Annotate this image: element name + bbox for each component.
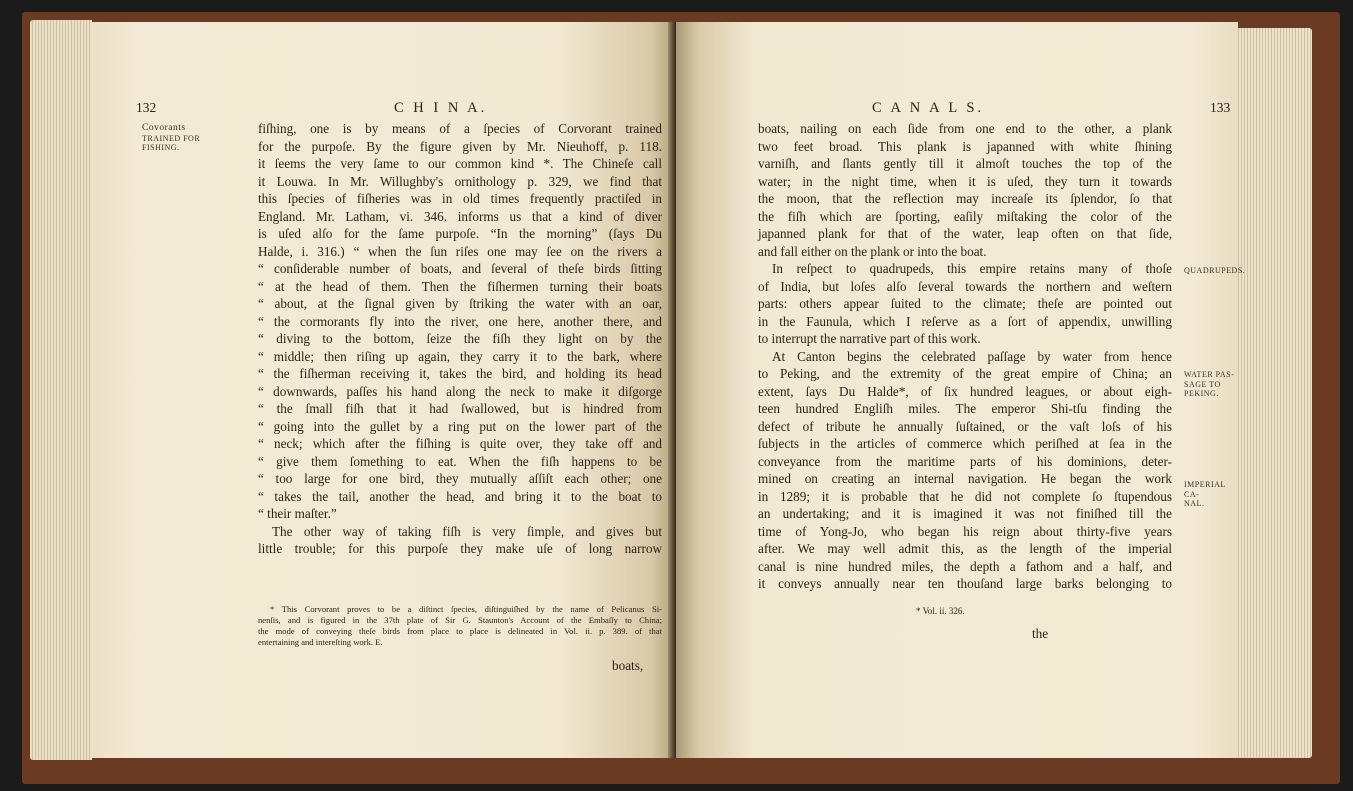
left-page-number: 132 bbox=[136, 100, 157, 115]
text-line: “ about, at the ſignal given by ſtriking the water with an oar, bbox=[258, 296, 662, 311]
text-line: little trouble; for this purpoſe they make uſe of long narrow bbox=[258, 541, 662, 556]
text-line: defect of tribute he annually ſuſtained, or the vaſt loſs of his bbox=[758, 418, 1172, 434]
left-footnote bbox=[258, 604, 662, 648]
right-footnote: * Vol. ii. 326. bbox=[916, 606, 965, 616]
text-line: it Louwa. In Mr. Willughby's ornithology p. 329, we find that bbox=[258, 173, 662, 189]
sidenote-cormorants: Covorants TRAINED FOR FISHING. bbox=[142, 123, 201, 152]
text-line: The other way of taking fiſh is very ſimple, and gives but bbox=[272, 523, 662, 539]
text-line: “ neck; which after the fiſhing is quite over, they take off and bbox=[258, 436, 662, 451]
text-line: “ give them ſomething to eat. When the fiſh happens to be bbox=[258, 453, 662, 469]
footnote-line: * This Corvorant proves to be a diſtinct ſpecies, diſtinguiſhed by the name of Pelicanus Si- bbox=[270, 604, 662, 614]
text-line: water; in the night time, when it is uſed, they turn it towards bbox=[758, 173, 1172, 189]
text-line: for the purpoſe. By the figure given by Mr. Nieuhoff, p. 118. bbox=[258, 138, 662, 154]
left-page-edges bbox=[30, 20, 92, 760]
text-line: parts: others appear ſuited to the climate; theſe are pointed out bbox=[758, 296, 1172, 311]
text-line: conveyance from the maritime parts of his dominions, deter- bbox=[758, 453, 1172, 469]
sidenote-water-passage: WATER PAS- SAGE TO PEKING. bbox=[1184, 370, 1235, 398]
text-line: is uſed alſo for the ſame purpoſe. “In the morning” (ſays Du bbox=[258, 226, 662, 241]
right-page bbox=[676, 22, 1246, 758]
footnote-line: entertaining and intereſting work. E. bbox=[258, 637, 383, 647]
text-line: to Peking, and the extremity of the great empire of China; an bbox=[758, 366, 1172, 381]
text-line: in 1289; it is probable that he did not complete ſo ſtupendous bbox=[758, 488, 1172, 504]
footnote-line: the mode of conveying theſe birds from place to place is delineated in Vol. ii. p. 389. of that bbox=[258, 626, 662, 636]
right-page-edges bbox=[1238, 28, 1312, 758]
left-running-head: C H I N A. bbox=[394, 100, 488, 116]
text-line: this ſpecies of fiſheries was in old times frequently practiſed in bbox=[258, 191, 662, 206]
text-line: “ takes the tail, another the head, and bring it to the boat to bbox=[258, 488, 662, 504]
text-line: “ downwards, paſſes his hand along the neck to make it diſgorge bbox=[258, 383, 662, 399]
left-body-text bbox=[258, 120, 662, 558]
text-line: “ middle; then riſing up again, they carry it to the bark, where bbox=[258, 348, 662, 364]
text-line: At Canton begins the celebrated paſſage by water from hence bbox=[772, 348, 1172, 364]
text-line: “ the ſmall fiſh that it had ſwallowed, but is hindred from bbox=[258, 401, 662, 416]
text-line: mined on creating an internal navigation. He began the work bbox=[758, 471, 1172, 486]
left-page bbox=[92, 22, 674, 758]
text-line: In reſpect to quadrupeds, this empire retains many of thoſe bbox=[772, 261, 1172, 276]
right-page-number: 133 bbox=[1210, 100, 1231, 115]
text-line: japanned plank for that of the water, leap often on that ſide, bbox=[758, 226, 1172, 241]
text-line: of India, but loſes alſo ſeveral towards the northern and weſtern bbox=[758, 278, 1172, 294]
text-line: England. Mr. Latham, vi. 346. informs us that a kind of diver bbox=[258, 208, 662, 224]
text-line: “ their maſter.” bbox=[258, 506, 337, 521]
text-line: Halde, i. 316.) “ when the ſun riſes one may ſee on the rivers a bbox=[258, 243, 662, 259]
text-line: fiſhing, one is by means of a ſpecies of Corvorant trained bbox=[258, 121, 662, 136]
left-catchword: boats, bbox=[612, 658, 644, 673]
right-running-head: C A N A L S. bbox=[872, 100, 985, 116]
text-line: in the Faunula, which I reſerve as a ſort of appendix, unwilling bbox=[758, 313, 1172, 329]
right-catchword: the bbox=[1032, 626, 1049, 641]
text-line: canal is nine hundred miles, the depth a fathom and a half, and bbox=[758, 558, 1172, 574]
text-line: time of Yong-Jo, who began his reign about thirty-five years bbox=[758, 523, 1172, 539]
text-line: after. We may well admit this, as the length of the imperial bbox=[758, 541, 1172, 556]
sidenote-imperial-canal: IMPERIAL CA- NAL. bbox=[1184, 480, 1226, 508]
text-line: it conveys annually near ten thouſand large barks belonging to bbox=[758, 576, 1172, 591]
text-line: “ the fiſherman receiving it, takes the bird, and holding its head bbox=[258, 366, 662, 381]
text-line: “ conſiderable number of boats, and ſeveral of theſe birds ſitting bbox=[258, 261, 662, 276]
text-line: it ſeems the very ſame to our common kind *. The Chineſe call bbox=[258, 156, 662, 171]
text-line: to interrupt the narrative part of this work. bbox=[758, 331, 981, 346]
sidenote-quadrupeds: QUADRUPEDS. bbox=[1184, 266, 1246, 275]
footnote-line: nenſis, and is figured in the 37th plate of Sir G. Staunton's Account of the Embaſſy to China; bbox=[258, 615, 662, 625]
text-line: boats, nailing on each ſide from one end to the other, a plank bbox=[758, 121, 1172, 136]
text-line: extent, ſays Du Halde*, of ſix hundred leagues, or about eigh- bbox=[758, 383, 1172, 399]
text-line: the moon, that the reflection may increaſe its ſplendor, ſo that bbox=[758, 191, 1172, 206]
text-line: “ the cormorants fly into the river, one here, another there, and bbox=[258, 313, 662, 329]
text-line: an undertaking; and it is imagined it was not finiſhed till the bbox=[758, 506, 1172, 521]
text-line: “ diving to the bottom, ſeize the fiſh they light on by the bbox=[258, 331, 662, 346]
text-line: “ at the head of them. Then the fiſhermen turning their boats bbox=[258, 278, 662, 294]
text-line: ſubjects in the articles of commerce which periſhed at ſea in the bbox=[758, 436, 1172, 451]
text-line: the fiſh which are ſporting, eaſily miſtaking the color of the bbox=[758, 208, 1172, 224]
text-line: varniſh, and ſlants gently till it almoſt touches the top of the bbox=[758, 156, 1172, 171]
text-line: two feet broad. This plank is japanned with white ſhining bbox=[758, 138, 1172, 154]
text-line: “ too large for one bird, they mutually aſſiſt each other; one bbox=[258, 471, 662, 486]
text-line: teen hundred Engliſh miles. The emperor Shi-tſu finding the bbox=[758, 401, 1172, 416]
text-line: “ going into the gullet by a ring put on the lower part of the bbox=[258, 418, 662, 434]
text-line: and fall either on the plank or into the boat. bbox=[758, 243, 987, 259]
right-body-text bbox=[758, 120, 1172, 593]
